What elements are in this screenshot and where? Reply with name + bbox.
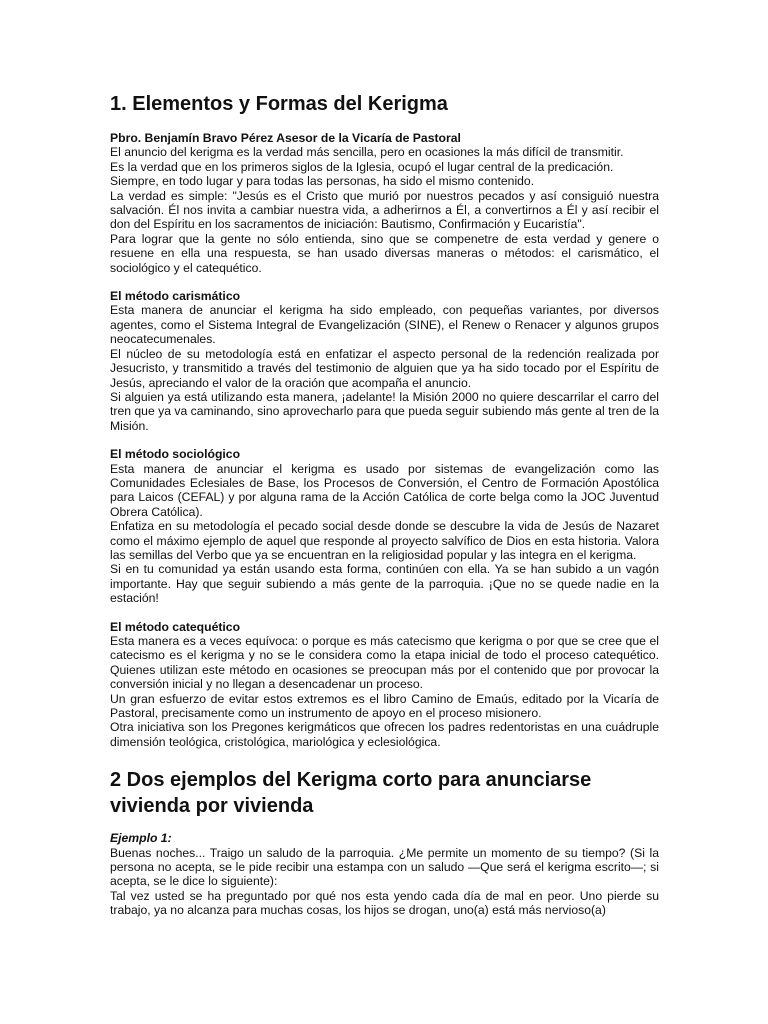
paragraph: La verdad es simple: "Jesús es el Cristo que murió por nuestros pecados y así consiguió nuestra salvación. Él nos invita a cambiar nuestra vida, a adherirnos a Él, a convertirnos a Él y así recibir el don del Espíritu en los sacramentos de iniciación: Bautismo, Confirmación y Eucaristía". [110, 188, 659, 232]
paragraph: Un gran esfuerzo de evitar estos extremos es el libro Camino de Emaús, editado por la Vicaría de Pastoral, precisamente como un instrumento de apoyo en el proceso misionero. [110, 691, 659, 721]
paragraph: El anuncio del kerigma es la verdad más sencilla, pero en ocasiones la más difícil de transmitir. [110, 145, 624, 160]
paragraph: Siempre, en todo lugar y para todas las personas, ha sido el mismo contenido. [110, 174, 535, 189]
section-1-title: 1. Elementos y Formas del Kerigma [110, 93, 448, 115]
paragraph: Para lograr que la gente no sólo entienda, sino que se compenetre de esta verdad y genere o resuene en ella una respuesta, se han usado diversas maneras o métodos: el carismático, el sociológico y el catequético. [110, 231, 659, 275]
subheading-metodo-sociologico: El método sociológico [110, 447, 241, 462]
paragraph: Enfatiza en su metodología el pecado social desde donde se descubre la vida de Jesús de Nazaret como el máximo ejemplo de aquel que responde al proyecto salvífico de Dios en esta historia. Valora las semillas del Verbo que ya se encuentran en la religiosidad popular y las integra en el kerigma. [110, 519, 659, 562]
paragraph: Buenas noches... Traigo un saludo de la parroquia. ¿Me permite un momento de su tiempo? (Si la persona no acepta, se le pide recibir una estampa con un saludo —Que será el kerigma escrito—; si acepta, se le dice lo siguiente): [110, 845, 659, 889]
paragraph: Esta manera es a veces equívoca: o porque es más catecismo que kerigma o por que se cree que el catecismo es el kerigma y no se le considera como la etapa inicial de todo el proceso catequético. Quienes utilizan este método en ocasiones se preocupan más por el contenido que por provocar la conversión inicial y no llegan a desencadenar un proceso. [110, 634, 659, 692]
subheading-metodo-carismatico: El método carismático [110, 289, 241, 304]
paragraph: Si en tu comunidad ya están usando esta forma, continúen con ella. Ya se han subido a un vagón importante. Hay que seguir subiendo a más gente de la parroquia. ¡Que no se quede nadie en la estación! [110, 562, 659, 606]
section-2-title: 2 Dos ejemplos del Kerigma corto para anunciarse vivienda por vivienda [110, 769, 592, 818]
paragraph: Si alguien ya está utilizando esta manera, ¡adelante! la Misión 2000 no quiere descarrilar el carro del tren que ya va caminando, sino aprovecharlo para que pueda seguir subiendo más gente al tren de la Misión. [110, 389, 659, 433]
paragraph: Tal vez usted se ha preguntado por qué nos esta yendo cada día de mal en peor. Uno pierde su trabajo, ya no alcanza para muchas cosas, los hijos se drogan, uno(a) está más nervioso(a) [110, 888, 659, 918]
subheading-metodo-catequetico: El método catequético [110, 619, 241, 634]
paragraph: Otra iniciativa son los Pregones kerigmáticos que ofrecen los padres redentoristas en una cuádruple dimensión teológica, cristológica, mariológica y eclesiológica. [110, 720, 659, 749]
document-content [110, 91, 659, 918]
author-line: Pbro. Benjamín Bravo Pérez Asesor de la Vicaría de Pastoral [110, 131, 461, 145]
example-1-title: Ejemplo 1: [110, 831, 172, 846]
paragraph: Es la verdad que en los primeros siglos de la Iglesia, ocupó el lugar central de la predicación. [110, 159, 614, 174]
paragraph: El núcleo de su metodología está en enfatizar el aspecto personal de la redención realizada por Jesucristo, y transmitido a través del testimonio de alguien que ya ha sido tocado por el Espíritu de Jesús, apreciando el valor de la oración que acompaña el anuncio. [110, 346, 659, 390]
paragraph: Esta manera de anunciar el kerigma ha sido empleado, con pequeñas variantes, por diversos agentes, como el Sistema Integral de Evangelización (SINE), el Renew o Renacer y algunos grupos neocatecumenales. [110, 303, 659, 347]
paragraph: Esta manera de anunciar el kerigma es usado por sistemas de evangelización como las Comunidades Eclesiales de Base, los Procesos de Conversión, el Centro de Formación Apostólica para Laicos (CEFAL) y por alguna rama de la Acción Católica de corte belga como la JOC Juventud Obrera Católica). [110, 461, 659, 519]
